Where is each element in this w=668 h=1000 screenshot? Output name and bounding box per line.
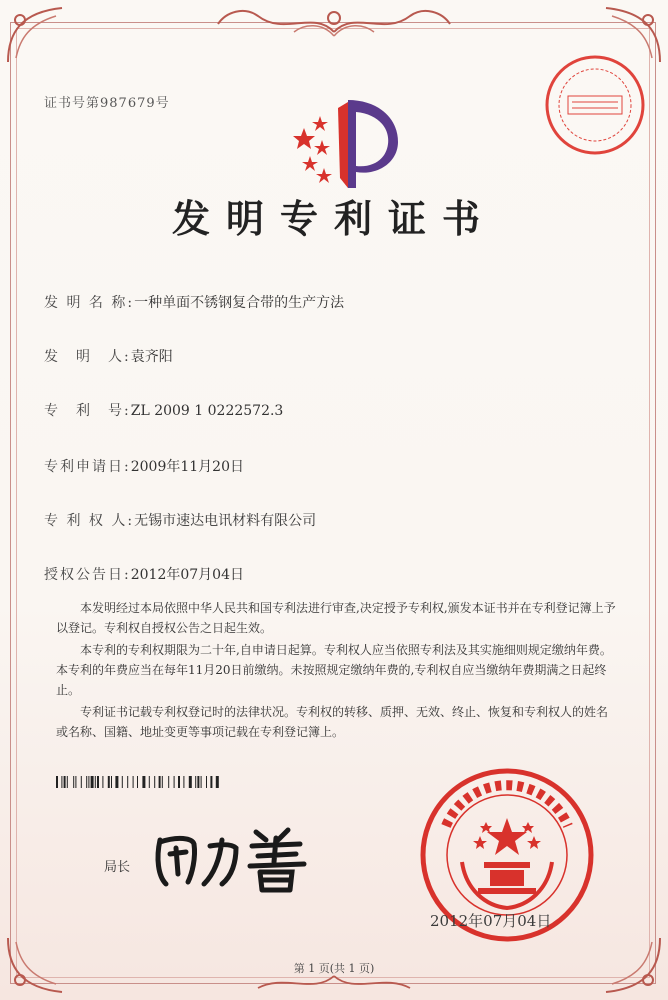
field-value: 2012年07月04日 xyxy=(130,567,244,583)
agency-seal xyxy=(542,52,648,158)
top-ornament xyxy=(214,2,454,42)
field-label: 发 明 名 称: xyxy=(44,295,135,311)
body-paragraph: 本发明经过本局依照中华人民共和国专利法进行审查,决定授予专利权,颁发本证书并在专利登记簿上予以登记。专利权自授权公告之日起生效。 xyxy=(56,601,616,635)
body-paragraph: 本专利的专利权期限为二十年,自申请日起算。专利权人应当依照专利法及其实施细则规定缴纳年费。本专利的年费应当在每年11月20日前缴纳。未按照规定缴纳年费的,专利权自应当缴纳年费期满之日起终止。 xyxy=(56,643,612,697)
field-value: 2009年11月20日 xyxy=(130,459,244,475)
field-invention-name xyxy=(44,292,344,312)
field-label: 专 利 权 人: xyxy=(44,513,135,529)
certificate-body xyxy=(56,598,616,744)
seal-date: 2012年07月04日 xyxy=(430,912,552,930)
patent-office-emblem xyxy=(282,92,402,202)
field-label: 发 明 人: xyxy=(44,349,131,365)
field-patentee xyxy=(44,510,316,530)
body-paragraph: 专利证书记载专利权登记时的法律状况。专利权的转移、质押、无效、终止、恢复和专利权人的姓名或名称、国籍、地址变更等事项记载在专利登记簿上。 xyxy=(56,705,609,739)
field-patent-number xyxy=(44,400,283,420)
director-signature xyxy=(148,818,318,896)
field-label: 专 利 号: xyxy=(44,403,131,419)
corner-ornament-top-left xyxy=(2,2,72,72)
page-number: 第 1 页(共 1 页) xyxy=(293,962,375,975)
field-inventor xyxy=(44,346,173,366)
field-value: 袁齐阳 xyxy=(130,349,173,365)
field-grant-date xyxy=(44,564,244,584)
field-label: 授权公告日: xyxy=(44,567,131,583)
director-label: 局长 xyxy=(104,860,131,875)
field-value: 一种单面不锈钢复合带的生产方法 xyxy=(134,295,345,311)
certificate-number: 证书号第987679号 xyxy=(44,96,170,111)
certificate-title: 发明专利证书 xyxy=(171,196,496,241)
field-value: ZL 2009 1 0222572.3 xyxy=(130,403,284,419)
field-application-date xyxy=(44,456,244,476)
field-label: 专利申请日: xyxy=(44,459,131,475)
barcode xyxy=(56,776,278,788)
field-value: 无锡市速达电讯材料有限公司 xyxy=(134,513,317,529)
